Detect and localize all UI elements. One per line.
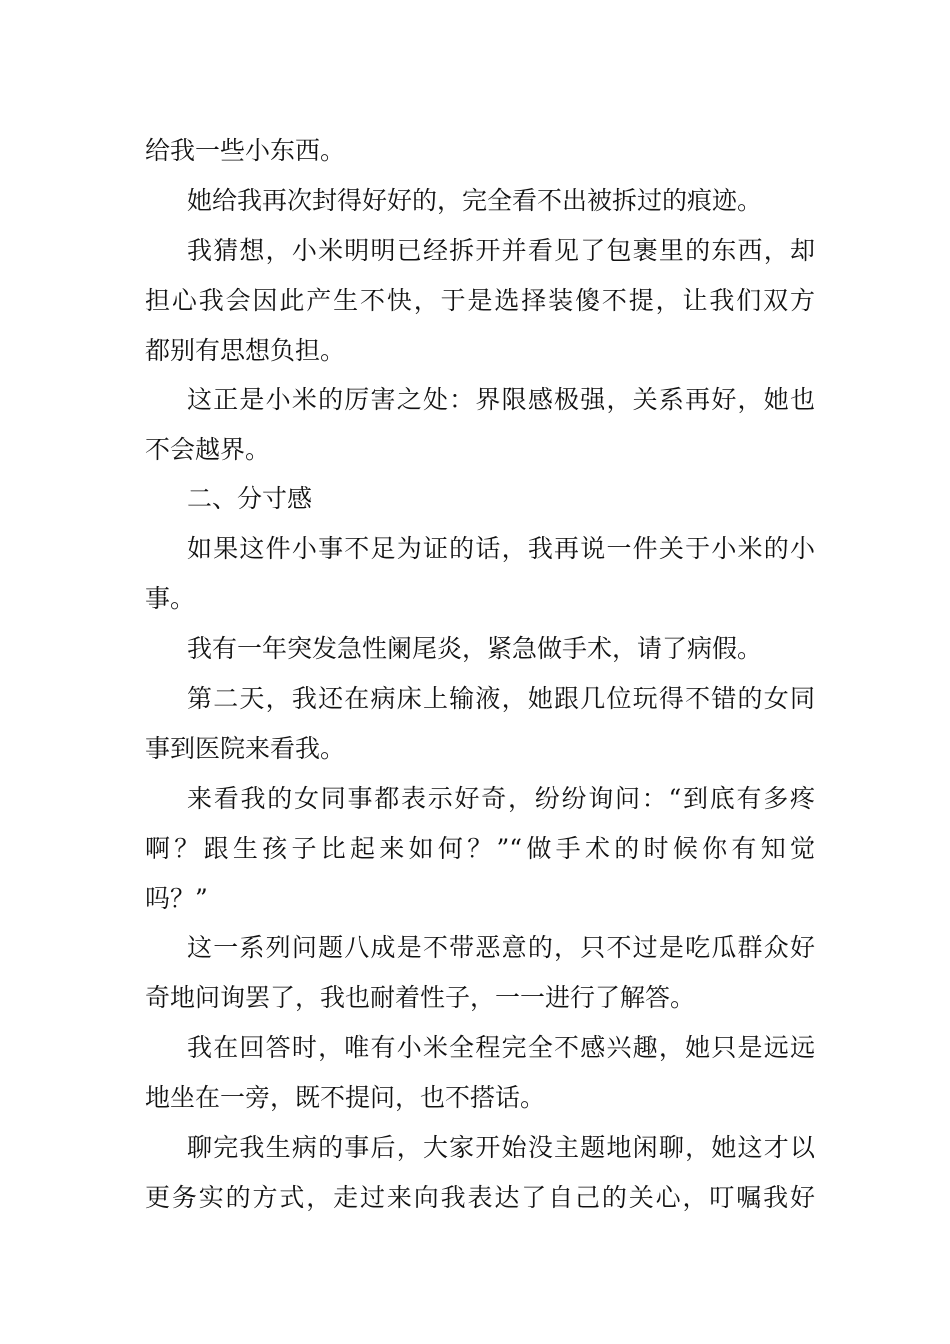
text-line: 更务实的方式，走过来向我表达了自己的关心，叮嘱我好	[145, 1183, 815, 1212]
text-line: 事。	[145, 584, 196, 613]
text-line: 吗？”	[145, 884, 208, 913]
text-line: 奇地问询罢了，我也耐着性子，一一进行了解答。	[145, 983, 696, 1012]
text-line: 我在回答时，唯有小米全程完全不感兴趣，她只是远远	[187, 1033, 815, 1062]
text-line: 啊？跟生孩子比起来如何？”“做手术的时候你有知觉	[145, 834, 815, 863]
text-line: 我有一年突发急性阑尾炎，紧急做手术，请了病假。	[187, 634, 763, 663]
text-line: 地坐在一旁，既不提问，也不搭话。	[145, 1083, 546, 1112]
text-line: 事到医院来看我。	[145, 734, 346, 763]
text-line: 如果这件小事不足为证的话，我再说一件关于小米的小	[187, 534, 815, 563]
text-line: 我猜想，小米明明已经拆开并看见了包裹里的东西，却	[187, 236, 815, 265]
text-line: 都别有思想负担。	[145, 336, 346, 365]
text-line: 担心我会因此产生不快，于是选择装傻不提，让我们双方	[145, 286, 815, 315]
text-line: 这正是小米的厉害之处：界限感极强，关系再好，她也	[187, 385, 815, 414]
text-line: 这一系列问题八成是不带恶意的，只不过是吃瓜群众好	[187, 933, 815, 962]
text-line: 来看我的女同事都表示好奇，纷纷询问：“到底有多疼	[187, 784, 815, 813]
text-line: 第二天，我还在病床上输液，她跟几位玩得不错的女同	[187, 684, 815, 713]
section-heading: 二、分寸感	[187, 484, 313, 513]
text-line: 聊完我生病的事后，大家开始没主题地闲聊，她这才以	[187, 1133, 815, 1162]
text-line: 她给我再次封得好好的，完全看不出被拆过的痕迹。	[187, 186, 763, 215]
text-line: 给我一些小东西。	[145, 136, 346, 165]
text-line: 不会越界。	[145, 435, 271, 464]
